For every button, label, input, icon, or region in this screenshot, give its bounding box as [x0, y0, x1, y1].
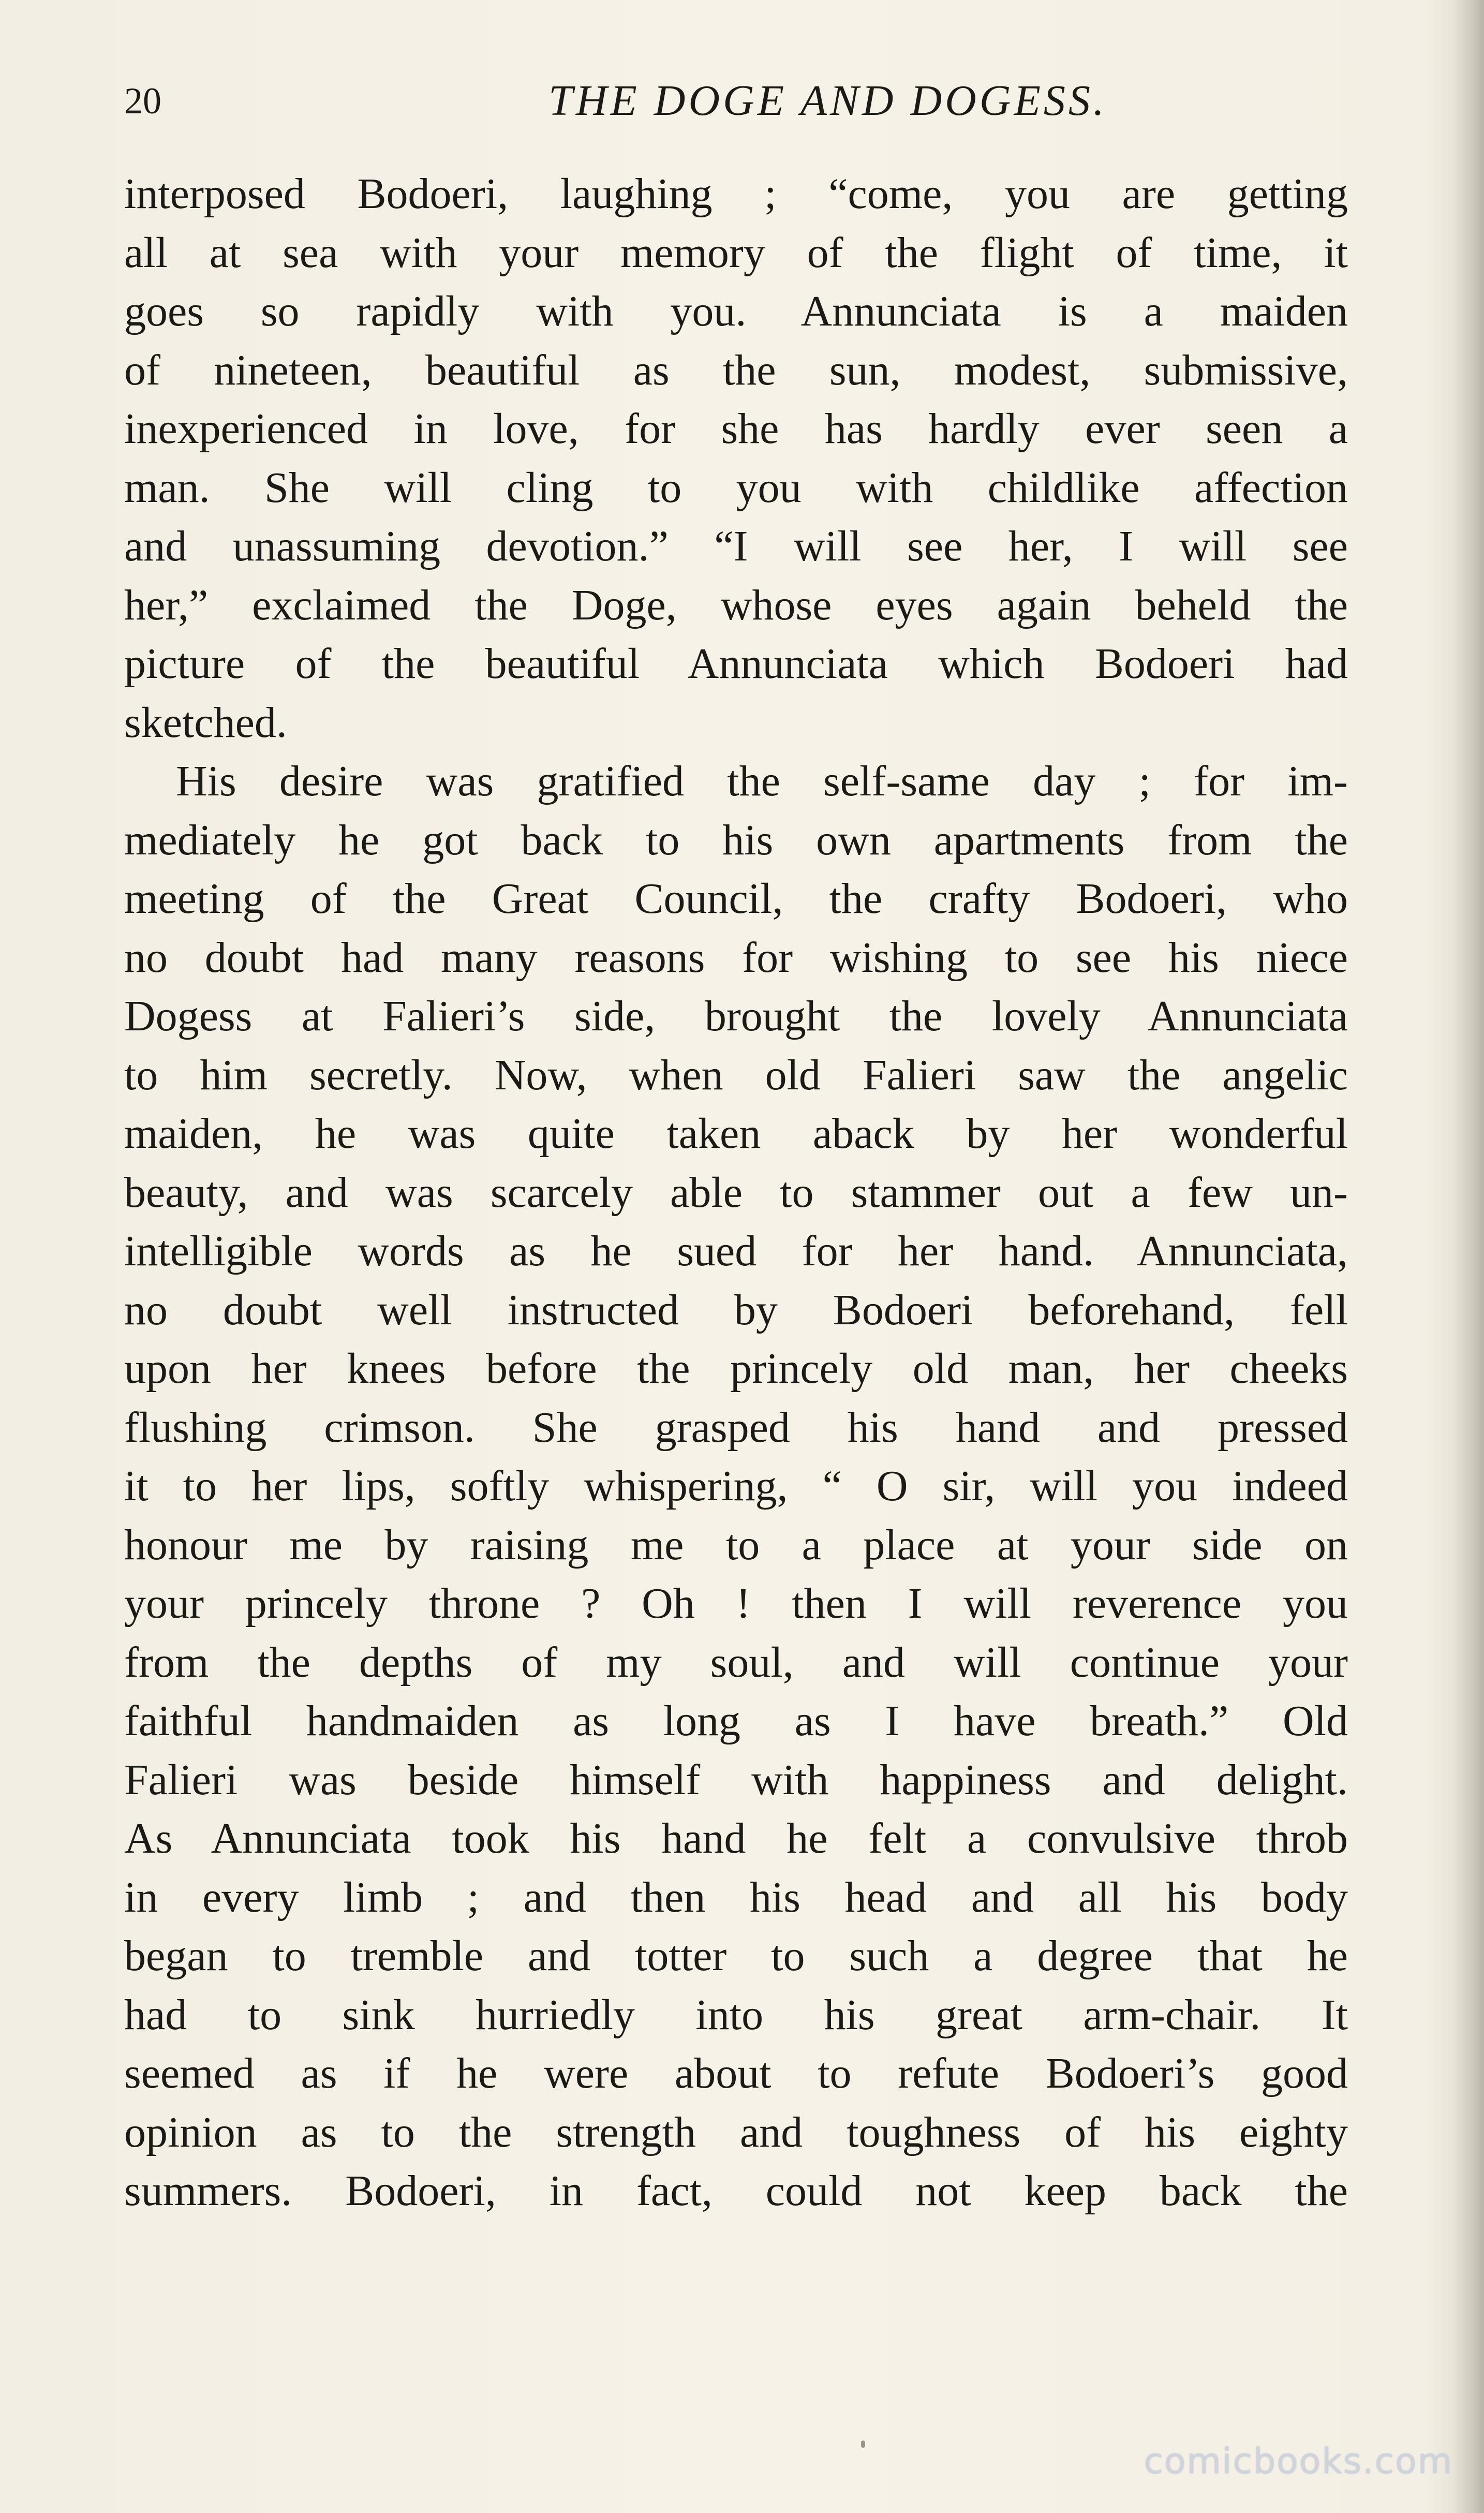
- text-line: interposed Bodoeri, laughing ; “come, you are getting: [124, 170, 1348, 218]
- text-line: from the depths of my soul, and will continue your: [124, 1638, 1348, 1687]
- text-line: mediately he got back to his own apartments from the: [124, 816, 1348, 864]
- text-line: began to tremble and totter to such a degree that he: [124, 1932, 1348, 1980]
- text-line: man. She will cling to you with childlike affection: [124, 463, 1348, 512]
- body-text: [124, 165, 1348, 2221]
- watermark: comicbooks.com: [1144, 2441, 1453, 2482]
- text-line: honour me by raising me to a place at your side on: [124, 1520, 1348, 1569]
- text-line: Falieri was beside himself with happiness and delight.: [124, 1755, 1348, 1804]
- text-line: upon her knees before the princely old man, her cheeks: [124, 1344, 1348, 1393]
- text-line: maiden, he was quite taken aback by her wonderful: [124, 1110, 1348, 1158]
- text-line: no doubt well instructed by Bodoeri beforehand, fell: [124, 1285, 1348, 1334]
- text-line: sketched.: [124, 698, 287, 747]
- text-line: opinion as to the strength and toughness of his eighty: [124, 2108, 1348, 2156]
- text-line: seemed as if he were about to refute Bodoeri’s good: [124, 2049, 1348, 2097]
- paragraph-start-line: His desire was gratified the self-same day ; for im-: [176, 757, 1348, 805]
- text-line: her,” exclaimed the Doge, whose eyes again beheld the: [124, 581, 1348, 629]
- text-line: beauty, and was scarcely able to stammer out a few un-: [124, 1168, 1348, 1217]
- text-line: in every limb ; and then his head and all his body: [124, 1873, 1348, 1921]
- text-line: had to sink hurriedly into his great arm-chair. It: [124, 1990, 1348, 2039]
- text-line: your princely throne ? Oh ! then I will reverence you: [124, 1579, 1348, 1628]
- page-header: [124, 72, 1348, 129]
- text-line: to him secretly. Now, when old Falieri saw the angelic: [124, 1051, 1348, 1099]
- page-number: 20: [124, 80, 161, 122]
- text-line: summers. Bodoeri, in fact, could not keep back the: [124, 2167, 1348, 2215]
- text-line: As Annunciata took his hand he felt a convulsive throb: [124, 1814, 1348, 1862]
- text-line: inexperienced in love, for she has hardly ever seen a: [124, 405, 1348, 453]
- text-line: and unassuming devotion.” “I will see her, I will see: [124, 522, 1348, 570]
- text-line: flushing crimson. She grasped his hand and pressed: [124, 1403, 1348, 1452]
- text-line: faithful handmaiden as long as I have breath.” Old: [124, 1697, 1348, 1745]
- text-line: intelligible words as he sued for her hand. Annunciata,: [124, 1227, 1348, 1275]
- page-edge-shadow: [1453, 0, 1484, 2513]
- text-line: no doubt had many reasons for wishing to see his niece: [124, 933, 1348, 982]
- text-line: all at sea with your memory of the flight of time, it: [124, 228, 1348, 277]
- text-line: picture of the beautiful Annunciata which Bodoeri had: [124, 640, 1348, 688]
- text-line: meeting of the Great Council, the crafty Bodoeri, who: [124, 875, 1348, 923]
- running-head: THE DOGE AND DOGESS.: [548, 77, 1107, 125]
- text-line: of nineteen, beautiful as the sun, modest, submissive,: [124, 346, 1348, 394]
- text-line: goes so rapidly with you. Annunciata is a maiden: [124, 287, 1348, 335]
- paper-speck: [861, 2441, 865, 2448]
- text-line: it to her lips, softly whispering, “ O sir, will you indeed: [124, 1462, 1348, 1510]
- text-line: Dogess at Falieri’s side, brought the lovely Annunciata: [124, 992, 1348, 1040]
